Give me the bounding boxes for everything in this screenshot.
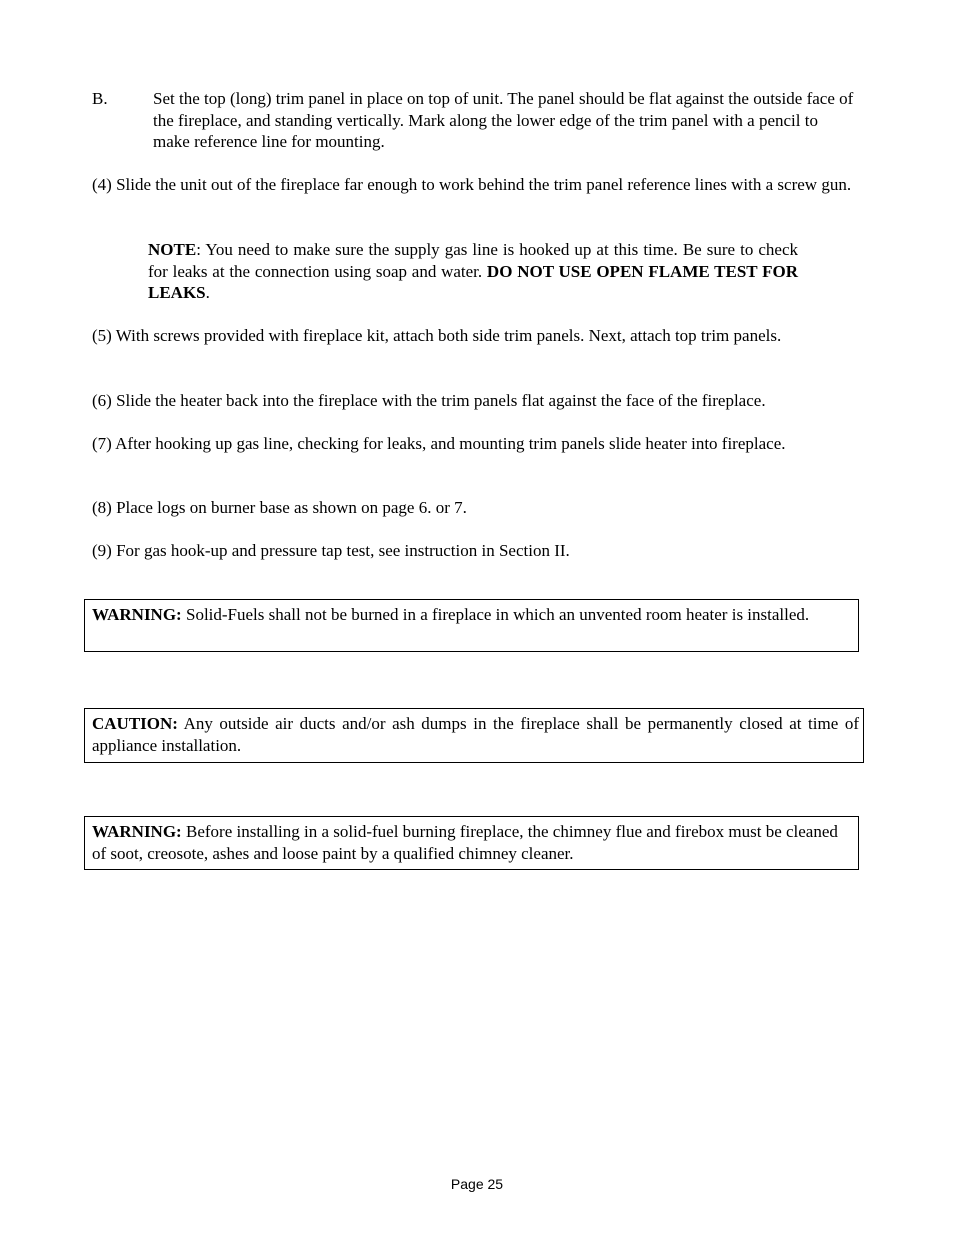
step-7: (7) After hooking up gas line, checking for leaks, and mounting trim panels slide heater into fireplace. xyxy=(92,434,786,453)
step-4: (4) Slide the unit out of the fireplace far enough to work behind the trim panel reference lines with a screw gun. xyxy=(92,175,852,194)
step-b-text: Set the top (long) trim panel in place on top of unit. The panel should be flat against the outside face of the fireplace, and standing vertically. Mark along the lower edge of the trim panel with a pencil to make reference line for mounting. xyxy=(153,89,854,152)
caution-label: CAUTION: xyxy=(92,714,178,733)
step-9: (9) For gas hook-up and pressure tap test, see instruction in Section II. xyxy=(92,541,570,560)
step-6: (6) Slide the heater back into the fireplace with the trim panels flat against the face of the fireplace. xyxy=(92,391,766,410)
step-b xyxy=(92,88,854,153)
note-block xyxy=(148,239,798,304)
caution-text: Any outside air ducts and/or ash dumps in the fireplace shall be permanently closed at time of appliance installation. xyxy=(92,714,859,755)
warning-label: WARNING: xyxy=(92,822,182,841)
caution-box-air-ducts xyxy=(84,708,864,763)
note-end: . xyxy=(205,283,210,303)
step-b-letter: B. xyxy=(92,89,108,108)
note-warning: DO NOT USE OPEN FLAME TEST FOR LEAKS xyxy=(148,261,798,303)
note-label: NOTE xyxy=(148,240,197,259)
warning-label: WARNING: xyxy=(92,605,182,624)
warning-box-solid-fuels xyxy=(84,599,859,652)
page-number: Page 25 xyxy=(450,1176,504,1192)
note-text: : You need to make sure the supply gas line is hooked up at this time. Be sure to check for leaks at the connection using soap and water. xyxy=(148,240,798,281)
warning-text: Before installing in a solid-fuel burning fireplace, the chimney flue and firebox must be cleaned of soot, creosote, ashes and loose paint by a qualified chimney cleaner. xyxy=(92,822,838,863)
step-8: (8) Place logs on burner base as shown on page 6. or 7. xyxy=(92,498,467,517)
warning-box-chimney xyxy=(84,816,859,870)
step-5: (5) With screws provided with fireplace kit, attach both side trim panels. Next, attach top trim panels. xyxy=(92,326,782,345)
warning-text: Solid-Fuels shall not be burned in a fireplace in which an unvented room heater is installed. xyxy=(181,605,810,624)
